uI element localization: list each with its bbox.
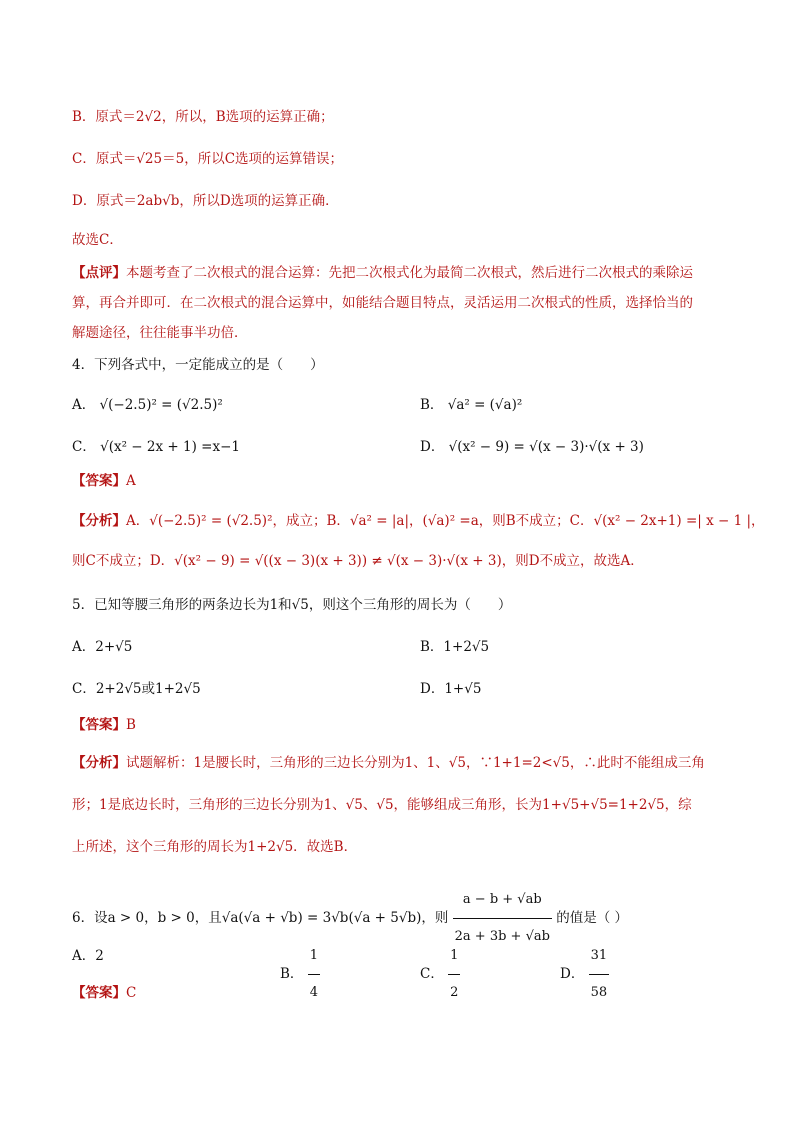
q4-option-b: B． √a² = (√a)² bbox=[420, 397, 523, 413]
q5-answer-tag: 【答案】 bbox=[72, 717, 126, 733]
q4-analysis-tag: 【分析】 bbox=[72, 513, 126, 529]
q6-option-b-num: 1 bbox=[308, 938, 320, 975]
comment-text-1: 本题考查了二次根式的混合运算：先把二次根式化为最简二次根式，然后进行二次根式的乘除运 bbox=[126, 265, 693, 281]
q6-fraction-numerator: a − b + √ab bbox=[453, 882, 552, 919]
comment-tag: 【点评】 bbox=[72, 265, 126, 281]
q5-analysis-text-1: 试题解析：1是腰长时，三角形的三边长分别为1、1、√5，∵1+1=2<√5，∴此时不能组成三角 bbox=[126, 755, 705, 771]
q5-option-b: B．1+2√5 bbox=[420, 639, 490, 655]
q6-option-c-fraction bbox=[448, 938, 460, 1011]
q6-answer bbox=[72, 984, 136, 1002]
q6-option-d-fraction bbox=[589, 938, 610, 1011]
q5-option-a: A．2+√5 bbox=[72, 639, 133, 655]
q6-option-c-label: C． bbox=[420, 966, 444, 982]
q6-stem-post: 的值是（ ） bbox=[556, 910, 629, 926]
q5-answer-value: B bbox=[126, 717, 136, 733]
q6-option-a: A．2 bbox=[72, 948, 104, 964]
q4-analysis-text-1: A．√(−2.5)² = (√2.5)²，成立；B．√a² = |a|，(√a)² =a，则B不成立；C．√(x² − 2x+1) =| x − 1 |， bbox=[126, 513, 765, 529]
q6-option-c bbox=[420, 938, 460, 1011]
q5-option-c: C．2+2√5或1+2√5 bbox=[72, 681, 201, 697]
q6-option-d-den: 58 bbox=[590, 985, 608, 1000]
q4-analysis-line-2: 则C不成立；D．√(x² − 9) = √((x − 3)(x + 3)) ≠ √(x − 3)·√(x + 3)，则D不成立，故选A． bbox=[72, 553, 644, 569]
q4-option-d: D． √(x² − 9) = √(x − 3)·√(x + 3) bbox=[420, 439, 644, 455]
q6-option-d bbox=[560, 938, 609, 1011]
q5-analysis-line-3: 上所述，这个三角形的周长为1+2√5．故选B． bbox=[72, 839, 358, 855]
q6-fraction-denominator: 2a + 3b + √ab bbox=[454, 929, 550, 944]
q6-stem-pre: 6．设a > 0，b > 0，且√a(√a + √b) = 3√b(√a + 5√b)，则 bbox=[72, 910, 449, 926]
question-4-options-row-2 bbox=[72, 438, 722, 456]
q6-option-b bbox=[280, 938, 320, 1011]
q6-option-d-num: 31 bbox=[589, 938, 610, 975]
final-choice: 故选C． bbox=[72, 232, 123, 248]
q4-answer bbox=[72, 472, 136, 490]
q6-option-b-label: B． bbox=[280, 966, 304, 982]
question-5-options-row-1 bbox=[72, 638, 722, 656]
comment-line-2: 算，再合并即可．在二次根式的混合运算中，如能结合题目特点，灵活运用二次根式的性质，选择恰当的 bbox=[72, 295, 693, 311]
q5-analysis-line-2: 形；1是底边长时，三角形的三边长分别为1、√5、√5，能够组成三角形，长为1+√5+√5=1+2√5，综 bbox=[72, 797, 692, 813]
q5-option-d: D．1+√5 bbox=[420, 681, 482, 697]
q4-analysis-line-1 bbox=[72, 512, 765, 530]
q4-answer-tag: 【答案】 bbox=[72, 473, 126, 489]
q6-option-b-fraction bbox=[308, 938, 320, 1011]
question-4-stem: 4．下列各式中，一定能成立的是（ ） bbox=[72, 357, 324, 373]
option-b-explanation: B．原式＝2√2，所以，B选项的运算正确； bbox=[72, 109, 334, 125]
q4-option-a: A． √(−2.5)² = (√2.5)² bbox=[72, 397, 223, 413]
q4-answer-value: A bbox=[126, 473, 136, 489]
comment-line-3: 解题途径，往往能事半功倍． bbox=[72, 325, 248, 341]
q5-analysis-tag: 【分析】 bbox=[72, 755, 126, 771]
option-c-explanation: C．原式＝√25＝5，所以C选项的运算错误； bbox=[72, 151, 344, 167]
question-5-options-row-2 bbox=[72, 680, 722, 698]
q5-analysis-line-1 bbox=[72, 754, 705, 772]
q6-answer-value: C bbox=[126, 985, 137, 1001]
comment-line-1 bbox=[72, 264, 693, 282]
option-d-explanation: D．原式＝2ab√b，所以D选项的运算正确． bbox=[72, 193, 339, 209]
question-5-stem: 5．已知等腰三角形的两条边长为1和√5，则这个三角形的周长为（ ） bbox=[72, 597, 512, 613]
q6-option-c-num: 1 bbox=[448, 938, 460, 975]
q4-option-c: C． √(x² − 2x + 1) =x−1 bbox=[72, 439, 240, 455]
q6-option-c-den: 2 bbox=[450, 985, 459, 1000]
q6-answer-tag: 【答案】 bbox=[72, 985, 126, 1001]
q6-option-d-label: D． bbox=[560, 966, 585, 982]
q5-answer bbox=[72, 716, 136, 734]
question-4-options-row-1 bbox=[72, 396, 722, 414]
q6-option-b-den: 4 bbox=[309, 985, 318, 1000]
